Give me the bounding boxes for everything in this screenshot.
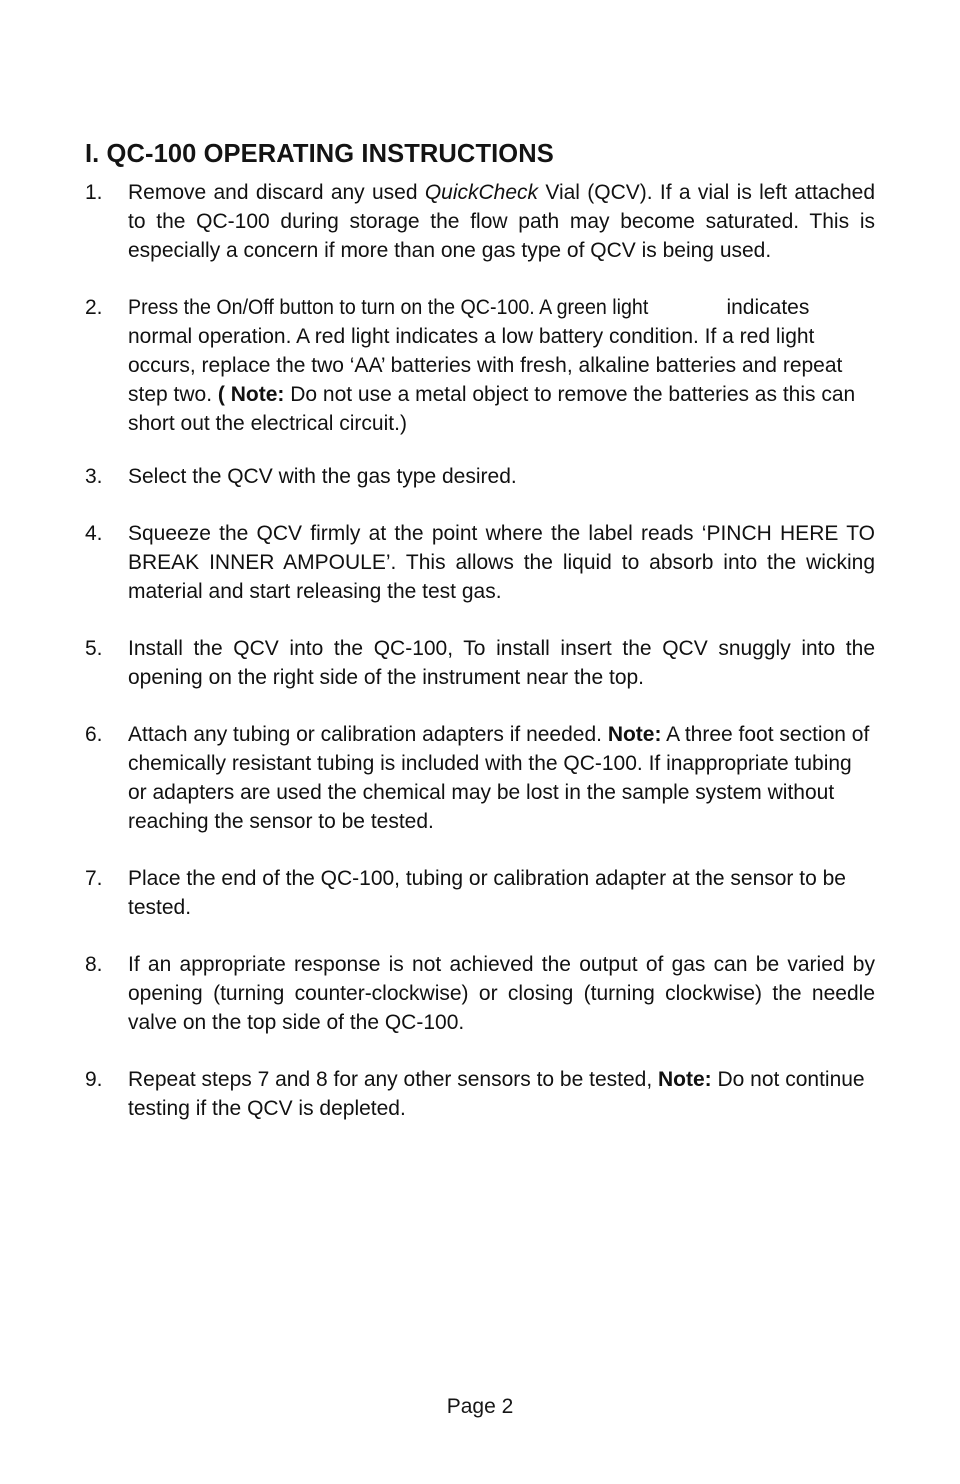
step-text-part: Remove and discard any used [128, 181, 425, 204]
step-number: 5. [85, 637, 103, 660]
step-text-part: Repeat steps 7 and 8 for any other sensors to be tested, [128, 1068, 658, 1091]
step-number: 8. [85, 953, 103, 976]
step-number: 7. [85, 867, 103, 890]
list-item-step-6 [85, 720, 875, 836]
list-item-step-5 [85, 634, 875, 692]
list-item-step-7 [85, 864, 875, 922]
list-item-step-4 [85, 519, 875, 606]
step-text-bold: ( Note: [217, 383, 285, 406]
step-text: Install the QCV into the QC-100, To install insert the QCV snuggly into the opening on the right side of the instrument near the top. [128, 637, 875, 689]
step-text-part: Vial (QCV). If a vial is left attached to the QC-100 during storage the flow path may become saturated. This is especially a concern if more than one gas type of QCV is being used. [128, 181, 875, 262]
step-text: Select the QCV with the gas type desired. [128, 465, 517, 488]
list-item-step-3 [85, 462, 875, 491]
instruction-list [85, 178, 875, 1141]
step-text-line-condensed: Press the On/Off button to turn on the QC-100. A green light [128, 296, 649, 319]
step-text [128, 178, 875, 265]
step-number: 9. [85, 1068, 103, 1091]
step-text: If an appropriate response is not achieved the output of gas can be varied by opening (turning counter-clockwise) or closing (turning clockwise) the needle valve on the top side of the QC-100. [128, 953, 875, 1034]
step-text-part: normal operation. A red light indicates a low battery condition. If a red light occurs, replace the two ‘AA’ batteries with fresh, alkaline batteries and repeat step two. [128, 325, 843, 406]
step-text-part: indicates [726, 296, 810, 319]
list-item-step-2 [85, 293, 875, 438]
step-text-part: Do not use a metal object to remove the batteries as this can short out the electrical circuit.) [128, 383, 856, 435]
step-text: Squeeze the QCV firmly at the point where the label reads ‘PINCH HERE TO BREAK INNER AMPOULE’. This allows the liquid to absorb into the wicking material and start releasing the test gas. [128, 522, 875, 603]
list-item-step-8 [85, 950, 875, 1037]
step-text-bold: Note: [607, 723, 662, 746]
step-text-part: Do not continue testing if the QCV is depleted. [128, 1068, 865, 1120]
step-text [128, 1065, 875, 1123]
step-text [128, 293, 875, 438]
list-item-step-9 [85, 1065, 875, 1123]
list-item-step-1 [85, 178, 875, 265]
step-text-italic: QuickCheck [424, 181, 539, 204]
step-number: 6. [85, 723, 103, 746]
page-footer: Page 2 [446, 1395, 514, 1418]
step-number: 4. [85, 522, 103, 545]
step-text-bold: Note: [658, 1068, 712, 1091]
step-text-part: Attach any tubing or calibration adapters if needed. [128, 723, 608, 746]
step-number: 1. [85, 181, 103, 204]
step-number: 3. [85, 465, 103, 488]
step-text: Place the end of the QC-100, tubing or calibration adapter at the sensor to be tested. [128, 867, 846, 919]
step-text-part: A three foot section of chemically resistant tubing is included with the QC-100. If inappropriate tubing or adapters are used the chemical may be lost in the sample system without reaching the sensor to be tested. [128, 723, 870, 833]
step-text [128, 720, 875, 836]
step-number: 2. [85, 296, 103, 319]
page-title: I. QC-100 OPERATING INSTRUCTIONS [85, 140, 554, 169]
